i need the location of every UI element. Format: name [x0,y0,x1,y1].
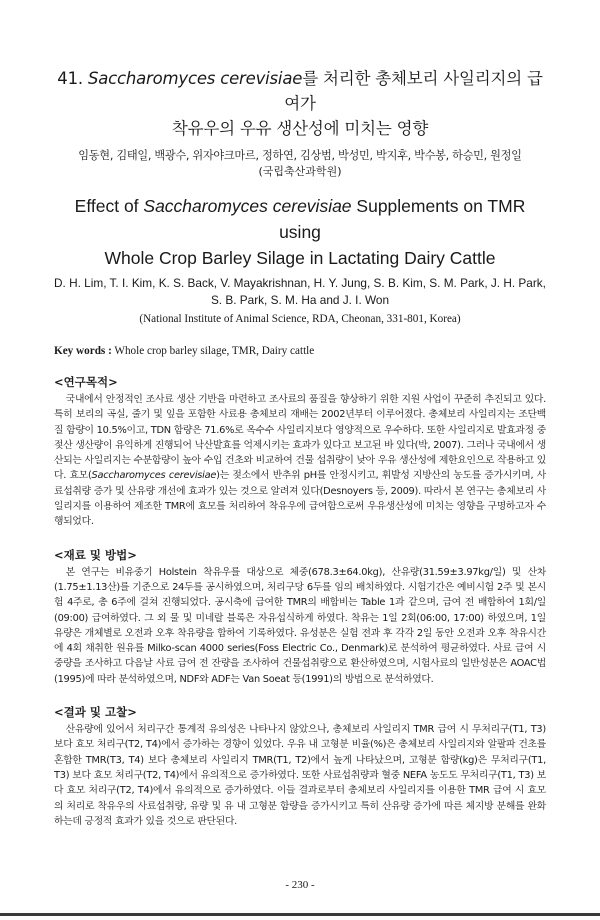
purpose-text-a: 국내에서 안정적인 조사료 생산 기반을 마련하고 조사료의 품질을 향상하기 위한 지원 사업이 꾸준히 추진되고 있다. 특히 보리의 곡실, 줄기 및 잎을 포함한 사료용 총체보리 재배는 2002년부터 이루어졌다. 총체보리 사일리지는 조단백질 함량이 10.5%이고, TDN 함량은 71.6%로 옥수수 사일리지보다 영양적으로 우수하다. 또한 사일리지로 발효과정 중 젖산 생산량이 유익하게 진행되어 낙산발효를 억제시키는 효과가 있다고 보고된 바 있다(박, 2007). 그러나 국내에서 생산되는 사일리지는 수분함량이 높아 수입 건초와 비교하여 건물 섭취량이 낮아 우유 생산성에 제한요인으로 작용하고 있다. 효모( [54,394,546,482]
english-affiliation: (National Institute of Animal Science, RDA, Cheonan, 331-801, Korea) [139,313,461,325]
korean-title-line-1 [54,66,546,116]
section-heading-purpose: <연구목적> [54,375,118,389]
title-species-italic: Saccharomyces cerevisiae [87,69,303,88]
english-title [54,193,546,271]
english-authors [54,275,546,309]
keywords-label: Key words : [54,345,112,357]
paper-page [0,66,600,920]
english-title-pre: Effect of [74,196,144,216]
korean-title-line-2: 착유우의 우유 생산성에 미치는 영향 [171,119,429,138]
korean-authors: 임동현, 김태일, 백광수, 위자야크마르, 정하연, 김상범, 박성민, 박지후, 박수봉, 하승민, 원정일 [78,149,522,162]
keywords-text: Whole crop barley silage, TMR, Dairy cattle [111,345,315,357]
section-heading-results: <결과 및 고찰> [54,705,137,720]
keywords [54,345,546,357]
korean-title [54,66,546,141]
page-number: - 230 - [285,879,315,891]
english-title-line-2: Whole Crop Barley Silage in Lactating Dairy Cattle [104,248,496,268]
methods-paragraph: 본 연구는 비유중기 Holstein 착유우를 대상으로 체중(678.3±64.0kg), 산유량(31.59±3.97kg/일) 및 산차(1.75±1.13산)를 기준으로 24두를 공시하였으며, 처리구당 6두를 임의 배치하였다. 시험기간은 예비시험 2주 및 본시험 4주로, 총 6주에 걸쳐 진행되었다. 공시축에 급여한 TMR의 배합비는 Table 1과 같으며, 급여 전 배합하여 1회/일(09:00) 급여하였다. 그 외 물 및 미네랄 블록은 자유섭식하게 하였다. 착유는 1일 2회(06:00, 17:00) 하였으며, 1일 유량은 개체별로 오전과 오후 착유량을 합하여 기록하였다. 유성분은 실험 전과 후 각각 2일 동안 오전과 오후 착유시간에 4회 채취한 원유를 Milko-scan 4000 series(Foss Electric Co., Denmark)로 분석하여 평균하였다. 사료 급여 시 중량을 조사하고 다음날 사료 급여 전 잔량을 조사하여 건물섭취량으로 환산하였으며, 시험사료의 일반성분은 AOAC법(1995)에 따라 분석하였으며, NDF와 ADF는 Van Soeat 등(1991)의 방법으로 분석하였다. [54,566,546,685]
english-authors-line-2: S. B. Park, S. M. Ha and J. I. Won [210,293,390,307]
english-title-species-italic: Saccharomyces cerevisiae [143,196,352,216]
english-title-post: Supplements on TMR using [279,196,526,242]
section-heading-methods: <재료 및 방법> [54,547,137,562]
title-rest: 를 처리한 총체보리 사일리지의 급여가 [284,69,543,113]
english-authors-line-1: D. H. Lim, T. I. Kim, K. S. Back, V. Mayakrishnan, H. Y. Jung, S. B. Kim, S. M. Park, J. H. Park, [54,276,546,290]
title-number: 41. [57,69,88,88]
korean-affiliation: (국립축산과학원) [258,165,342,178]
results-paragraph: 산유량에 있어서 처리구간 통계적 유의성은 나타나지 않았으나, 총체보리 사일리지 TMR 급여 시 무처리구(T1, T3) 보다 효모 처리구(T2, T4)에서 증가하는 경향이 있었다. 우유 내 고형분 비율(%)은 총체보리 사일리지와 알팔파 건초를 혼합한 TMR(T3, T4) 보다 총체보리 사일리지 TMR(T1, T2)에서 높게 나타났으며, 고형분 함량(kg)은 무처리구(T1, T3) 보다 효모 처리구(T2, T4)에서 유의적으로 증가하였다. 또한 사료섭취량과 혈중 NEFA 농도도 무처리구(T1, T3) 보다 효모 처리구(T2, T4)에서 유의적으로 증가하였다. 이들 결과로부터 총체보리 사일리지를 이용한 TMR 급여 시 효모의 처리로 착유우의 사료섭취량, 유량 및 유 내 고형분 함량을 증가시키고 특히 산유량 증가에 따른 체지방 분해를 완화하는데 긍정적 효과가 있을 것으로 판단된다. [54,724,546,827]
bottom-divider [0,913,600,916]
purpose-species-italic: Saccharomyces cerevisiae [91,470,217,482]
purpose-text-b: )는 젖소에서 반추위 pH를 안정시키고, 휘발성 지방산의 농도를 증가시키며, 사료섭취량 증가 및 산유량 개선에 효과가 있는 것으로 알려져 있다(Desnoyers 등, 2009). 따라서 본 연구는 총체보리 사일리지를 이용하여 제조한 TMR에 효모를 처리하여 착유우에 급여함으로써 우유생산성에 미치는 영향을 구명하고자 수행되었다. [54,470,546,528]
english-title-line-1 [54,193,546,245]
purpose-paragraph [54,392,546,530]
